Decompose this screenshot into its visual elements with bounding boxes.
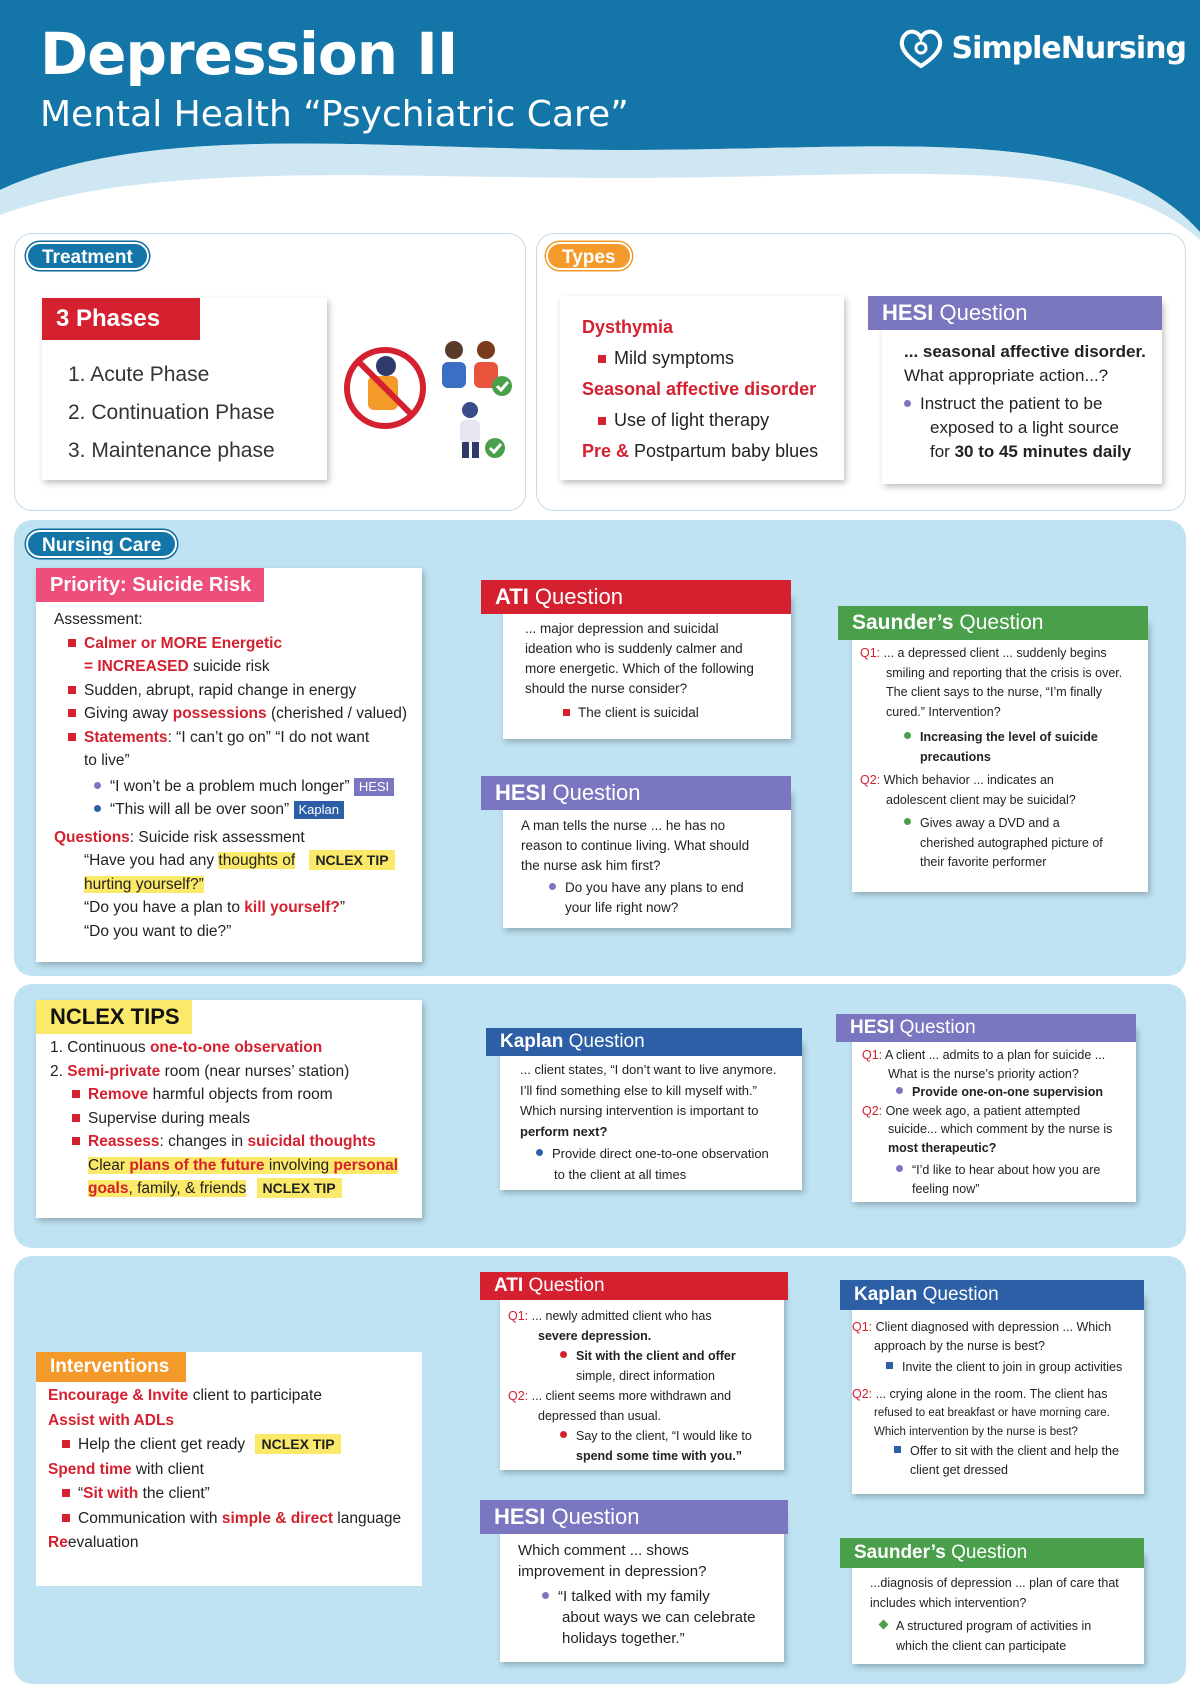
answer-text: Sit with the client and offer <box>508 1346 784 1366</box>
type-postpartum: Pre & Postpartum baby blues <box>582 441 819 461</box>
answer-text: their favorite performer <box>920 855 1047 869</box>
answer-text: Do you have any plans to end <box>521 878 749 898</box>
hesi-title: HESI Question <box>480 1500 788 1534</box>
stethoscope-heart-icon <box>896 26 946 70</box>
question-text: Q2: ... client seems more withdrawn and <box>508 1389 732 1403</box>
question-text: A man tells the nurse ... he has no <box>521 818 726 833</box>
answer-text: Offer to sit with the client and help the <box>852 1442 1144 1461</box>
phase-item: 1. Acute Phase <box>68 363 210 386</box>
question-text: What appropriate action...? <box>904 366 1109 385</box>
answer-text: your life right now? <box>565 900 679 915</box>
intervention-subitem: Help the client get ready NCLEX TIP <box>48 1433 420 1458</box>
question-text: smiling and reporting that the crisis is over. <box>886 665 1123 680</box>
phase-item: 3. Maintenance phase <box>68 439 275 462</box>
question-item: “Do you have a plan to kill yourself?” <box>84 899 346 916</box>
question-text: refused to eat breakfast or have morning care. <box>874 1407 1110 1419</box>
interventions-card <box>36 1352 422 1586</box>
types-card <box>560 296 844 480</box>
question-text: Which intervention by the nurse is best? <box>874 1426 1078 1438</box>
question-text: should the nurse consider? <box>525 681 688 696</box>
kaplan-title: Kaplan Question <box>840 1280 1144 1310</box>
question-text: Q1: A client ... admits to a plan for suicide ... <box>862 1048 1106 1062</box>
question-text: the nurse ask him first? <box>521 858 661 873</box>
priority-card <box>36 568 422 962</box>
hesi-title: HESI Question <box>836 1014 1136 1042</box>
brand-logo <box>896 26 1187 70</box>
type-dysthymia-detail: Mild symptoms <box>582 343 818 374</box>
answer-text: exposed to a light source <box>930 418 1120 437</box>
intervention-item: Encourage & Invite client to participate <box>48 1387 322 1404</box>
hesi-question-card-4 <box>494 1504 784 1662</box>
hesi-title: HESI Question <box>868 296 1162 330</box>
answer-text: cherished autographed picture of <box>920 835 1103 850</box>
intervention-item: Assist with ADLs <box>48 1411 175 1429</box>
priority-title: Priority: Suicide Risk <box>36 568 264 602</box>
question-text: ... client states, “I don’t want to live anymore. <box>520 1062 777 1077</box>
support-people-icon <box>434 338 514 400</box>
answer-text: Invite the client to join in group activities <box>852 1358 1144 1377</box>
intervention-item: Spend time with client <box>48 1460 204 1478</box>
assess-item: to live” <box>84 752 130 769</box>
question-text: Which comment ... shows <box>518 1542 689 1559</box>
tip-subitem: Reassess: changes in suicidal thoughts <box>50 1130 420 1154</box>
question-text: I’ll find something else to kill myself with.” <box>520 1082 757 1098</box>
saunders-title: Saunder’s Question <box>840 1538 1144 1568</box>
answer-text: Instruct the patient to be <box>904 392 1146 416</box>
answer-text: Gives away a DVD and a <box>860 814 1150 834</box>
saunders-question-card-1 <box>852 611 1148 892</box>
nclex-tips-title: NCLEX TIPS <box>36 1000 192 1034</box>
page-title: Depression II <box>40 20 458 88</box>
question-text: cured.” Intervention? <box>886 704 1001 719</box>
answer-text: holidays together.” <box>562 1630 685 1647</box>
kaplan-question-card-2 <box>852 1284 1144 1494</box>
hesi-question-card-2 <box>495 780 791 928</box>
assess-item: = INCREASED suicide risk <box>84 658 270 675</box>
answer-text: A structured program of activities in <box>870 1617 1142 1637</box>
question-item: “Have you had any thoughts of NCLEX TIP <box>54 849 414 873</box>
question-text: approach by the nurse is best? <box>874 1339 1045 1353</box>
question-text: What is the nurse’s priority action? <box>888 1066 1079 1081</box>
hesi-question-card-3 <box>850 1017 1136 1202</box>
question-text: Which nursing intervention is important to <box>520 1103 759 1118</box>
question-text: ...diagnosis of depression ... plan of care that <box>870 1576 1119 1590</box>
question-item: hurting yourself?” <box>84 875 204 893</box>
statement-item: “This will all be over soon” Kaplan <box>54 798 414 822</box>
tip-subitem: Supervise during meals <box>50 1107 420 1131</box>
tip-subitem: goals, family, & friends NCLEX TIP <box>50 1177 420 1201</box>
answer-text: about ways we can celebrate <box>562 1609 756 1626</box>
intervention-subitem: Communication with simple & direct language <box>48 1507 420 1532</box>
ati-question-card-2 <box>494 1275 784 1470</box>
questions-label: Questions: Suicide risk assessment <box>54 828 305 846</box>
phases-title: 3 Phases <box>42 298 200 340</box>
phases-card <box>42 298 327 480</box>
saunders-question-card-2 <box>852 1542 1144 1664</box>
question-text: depressed than usual. <box>538 1409 662 1423</box>
type-dysthymia: Dysthymia <box>582 317 674 337</box>
answer-text: “I’d like to hear about how you are <box>862 1161 1142 1180</box>
brand-name: SimpleNursing <box>951 30 1186 66</box>
phase-item: 2. Continuation Phase <box>68 401 275 424</box>
treatment-label: Treatment <box>26 242 149 270</box>
question-text: ... major depression and suicidal <box>525 621 719 636</box>
question-text: severe depression. <box>538 1329 652 1343</box>
type-sad-detail: Use of light therapy <box>582 405 818 436</box>
nursing-care-label: Nursing Care <box>26 530 177 558</box>
answer-text: Provide direct one-to-one observation <box>520 1144 777 1165</box>
assessment-label: Assessment: <box>54 611 143 628</box>
hesi-title: HESI Question <box>481 776 791 810</box>
ati-question-card-1 <box>495 584 791 739</box>
question-text: Q1: Client diagnosed with depression ... Which <box>852 1320 1112 1334</box>
question-text: reason to continue living. What should <box>521 838 750 853</box>
intervention-item: Reevaluation <box>48 1534 139 1551</box>
answer-text: simple, direct information <box>576 1369 715 1383</box>
tip-subitem: Clear plans of the future involving personal <box>88 1156 399 1174</box>
statement-item: “I won’t be a problem much longer” HESI <box>54 775 414 799</box>
assess-item: Giving away possessions (cherished / valued) <box>54 702 414 726</box>
type-sad: Seasonal affective disorder <box>582 379 817 399</box>
ati-title: ATI Question <box>480 1272 788 1300</box>
saunders-title: Saunder’s Question <box>838 606 1148 640</box>
answer-text: Increasing the level of suicide <box>860 728 1150 748</box>
question-text: improvement in depression? <box>518 1563 707 1580</box>
question-text: suicide... which comment by the nurse is <box>888 1122 1113 1136</box>
question-text: Q2: ... crying alone in the room. The client has <box>852 1387 1108 1401</box>
answer-text: Provide one-on-one supervision <box>862 1083 1142 1102</box>
types-label: Types <box>546 242 632 270</box>
assess-item: Calmer or MORE Energetic <box>54 632 414 656</box>
question-text: includes which intervention? <box>870 1595 1027 1610</box>
interventions-title: Interventions <box>36 1352 186 1382</box>
answer-text: client get dressed <box>910 1463 1008 1477</box>
question-text: ideation who is suddenly calmer and <box>525 641 743 656</box>
tip-item: 1. Continuous one-to-one observation <box>50 1039 323 1056</box>
question-text: Q2: One week ago, a patient attempted <box>862 1103 1081 1118</box>
answer-text: Say to the client, “I would like to <box>508 1426 784 1446</box>
hesi-question-card-1 <box>882 300 1162 484</box>
answer-text: “I talked with my family <box>518 1586 755 1607</box>
question-item: “Do you want to die?” <box>84 922 232 940</box>
assess-item: Statements: “I can’t go on” “I do not want <box>54 726 414 750</box>
question-text: Q1: ... newly admitted client who has <box>508 1309 712 1323</box>
nclex-tips-card <box>36 1000 422 1218</box>
answer-text: spend some time with you.” <box>576 1449 742 1463</box>
intervention-subitem: “Sit with the client” <box>48 1482 420 1507</box>
kaplan-title: Kaplan Question <box>486 1028 802 1056</box>
question-text: perform next? <box>520 1123 608 1139</box>
question-text: more energetic. Which of the following <box>525 661 754 676</box>
answer-text: feeling now” <box>912 1181 980 1196</box>
answer-text: precautions <box>920 749 991 764</box>
question-text: Q2: Which behavior ... indicates an <box>860 773 1054 787</box>
tip-item: 2. Semi-private room (near nurses’ station) <box>50 1062 350 1080</box>
answer-text: for 30 to 45 minutes daily <box>930 442 1132 461</box>
question-text: Q1: ... a depressed client ... suddenly begins <box>860 646 1107 660</box>
question-text: most therapeutic? <box>888 1140 997 1155</box>
answer-text: to the client at all times <box>554 1166 687 1182</box>
tip-subitem: Remove harmful objects from room <box>50 1083 420 1107</box>
prohibited-sign-icon <box>340 336 430 436</box>
kaplan-question-card-1 <box>500 1031 802 1190</box>
assess-item: Sudden, abrupt, rapid change in energy <box>54 679 414 703</box>
question-text: The client says to the nurse, “I’m finally <box>886 685 1103 699</box>
question-text: ... seasonal affective disorder. <box>904 342 1146 361</box>
answer-text: which the client can participate <box>896 1638 1067 1653</box>
answer-text: The client is suicidal <box>525 703 754 723</box>
question-text: adolescent client may be suicidal? <box>886 792 1076 807</box>
active-person-icon <box>440 400 510 462</box>
page-subtitle: Mental Health “Psychiatric Care” <box>40 94 629 135</box>
ati-title: ATI Question <box>481 580 791 614</box>
